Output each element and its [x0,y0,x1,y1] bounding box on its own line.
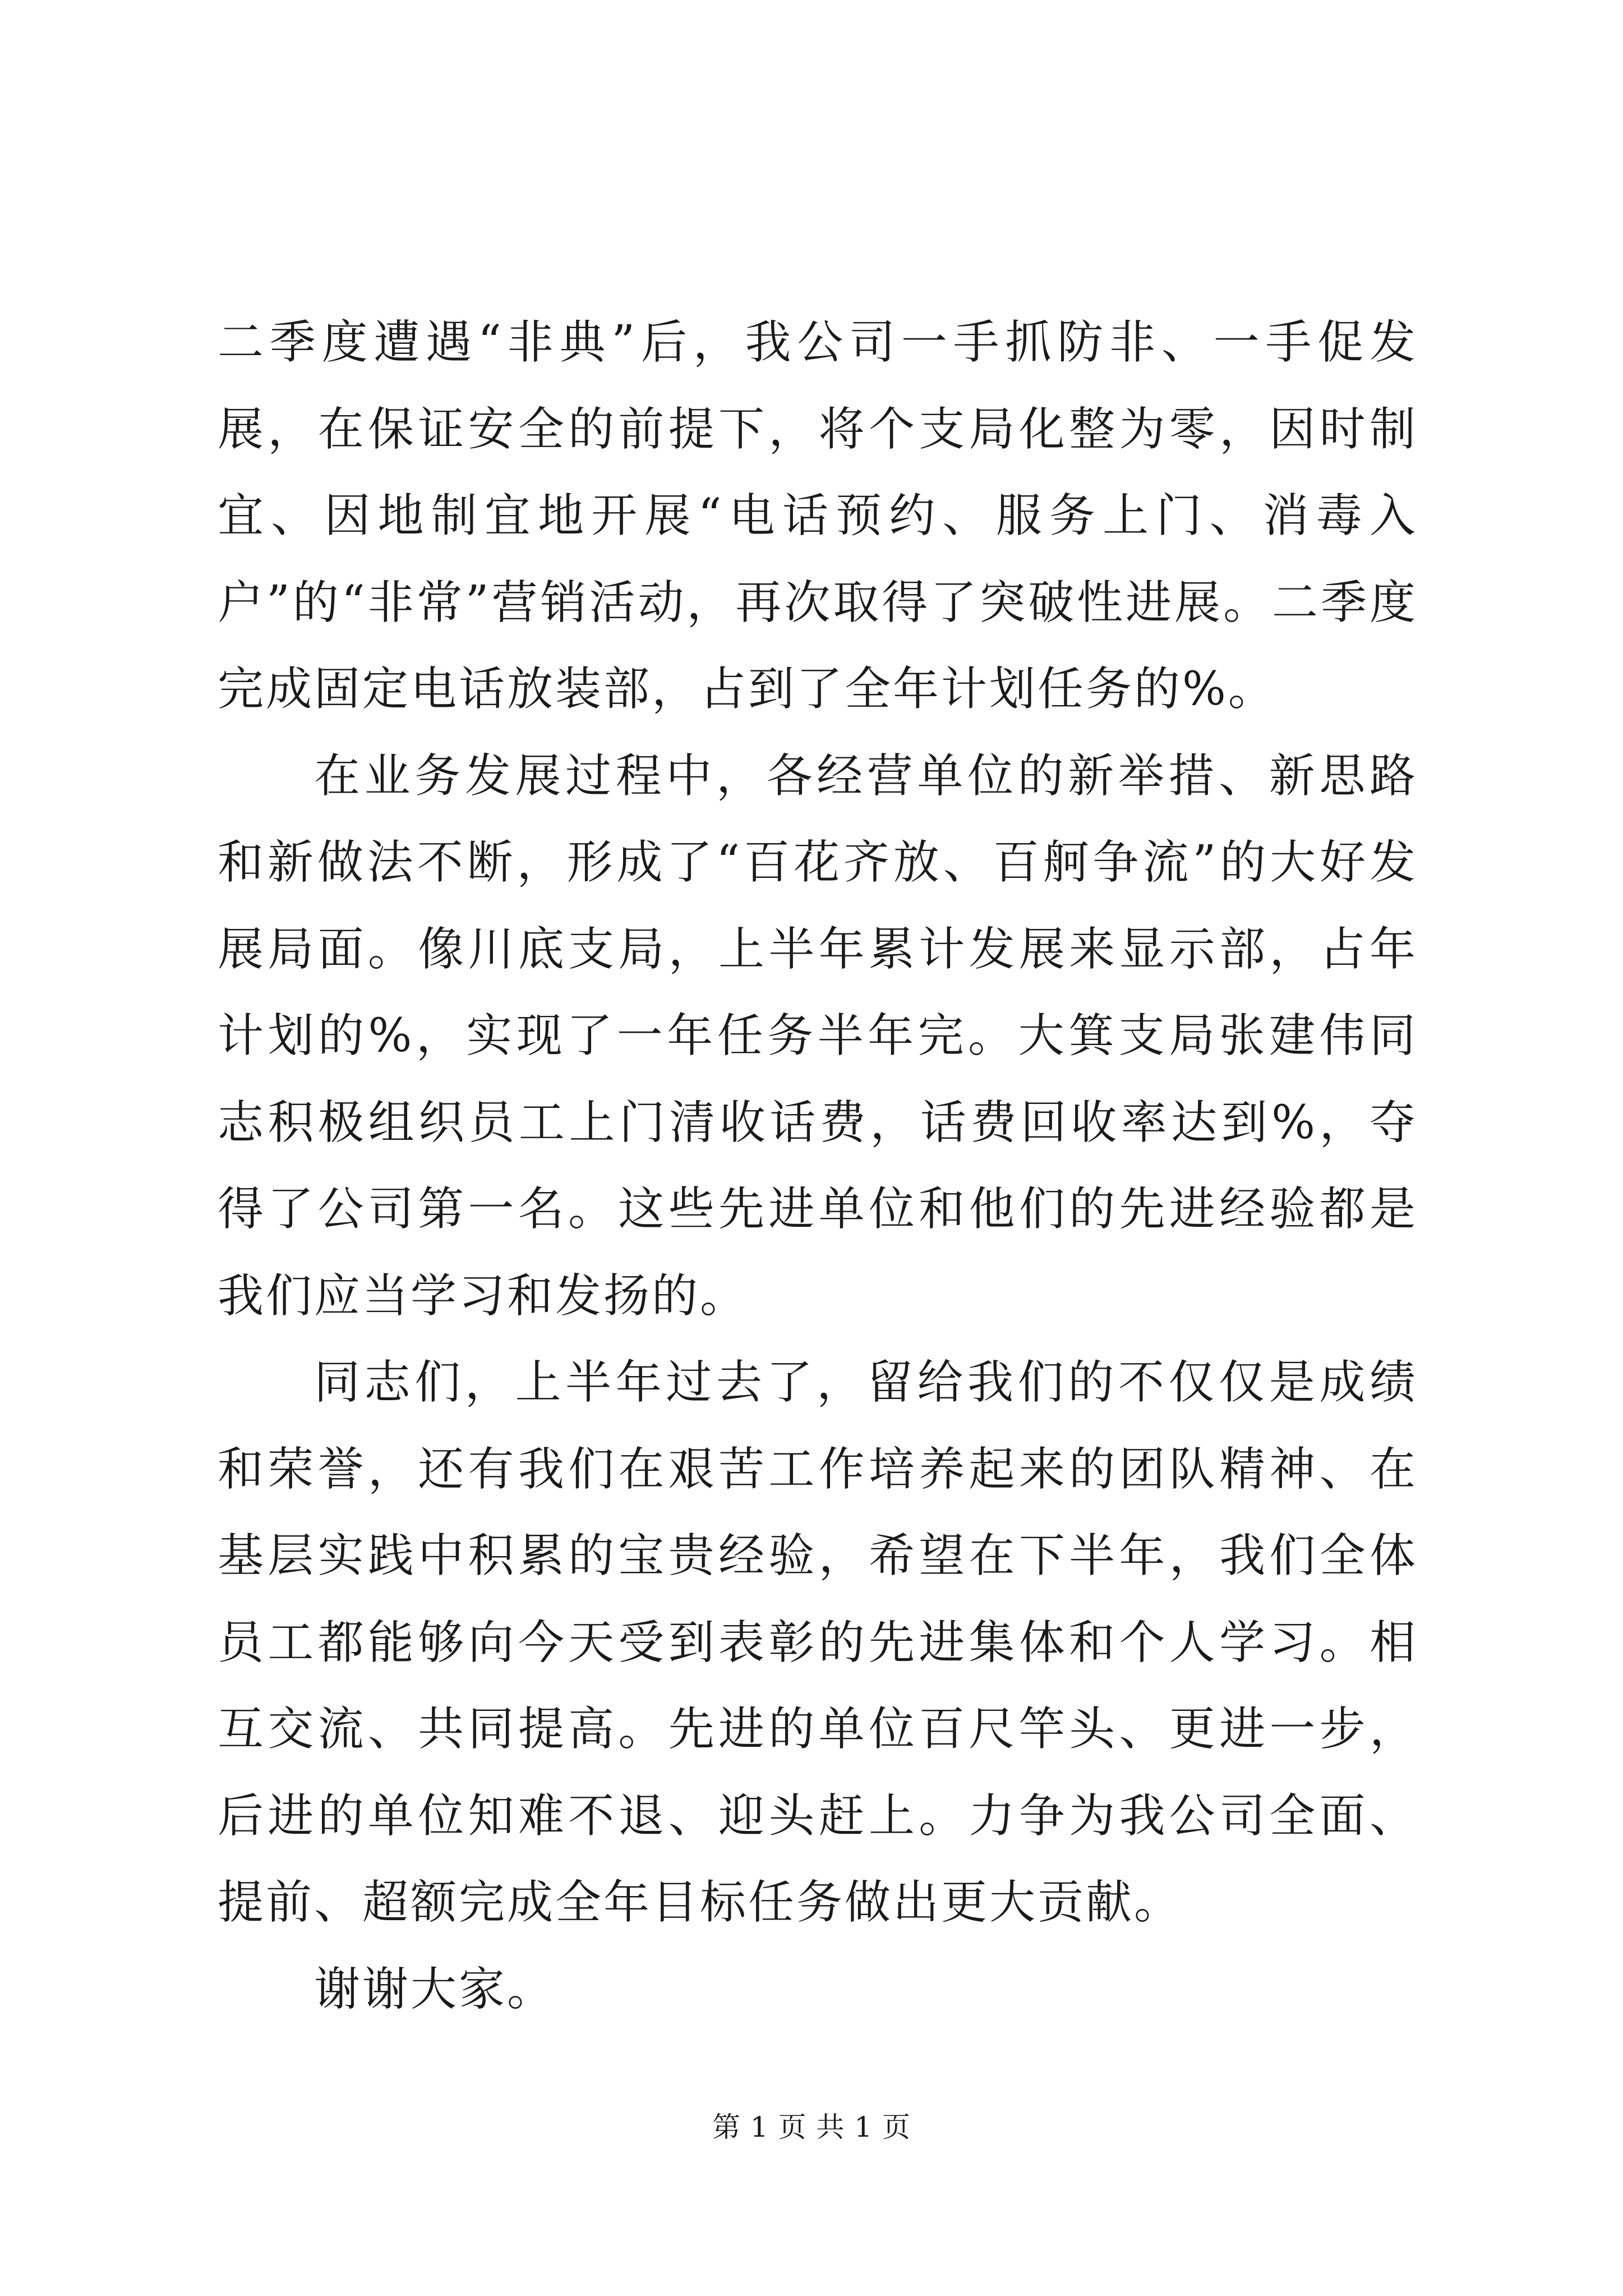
document-body [218,300,1418,2033]
paragraph-2: 在业务发展过程中，各经营单位的新举措、新思路和新做法不断，形成了“百花齐放、百舸争流”的大好发展局面。像川底支局，上半年累计发展来显示部，占年计划的%，实现了一年任务半年完。大箕支局张建伟同志积极组织员工上门清收话费，话费回收率达到%，夺得了公司第一名。这些先进单位和他们的先进经验都是我们应当学习和发扬的。 [218,749,1418,1323]
paragraph-3: 同志们，上半年过去了，留给我们的不仅仅是成绩和荣誉，还有我们在艰苦工作培养起来的团队精神、在基层实践中积累的宝贵经验，希望在下半年，我们全体员工都能够向今天受到表彰的先进集体和个人学习。相互交流、共同提高。先进的单位百尺竿头、更进一步，后进的单位知难不退、迎头赶上。力争为我公司全面、提前、超额完成全年目标任务做出更大贡献。 [218,1356,1418,1929]
paragraph-1: 二季度遭遇“非典”后，我公司一手抓防非、一手促发展，在保证安全的前提下，将个支局化整为零，因时制宜、因地制宜地开展“电话预约、服务上门、消毒入户”的“非常”营销活动，再次取得了突破性进展。二季度完成固定电话放装部，占到了全年计划任务的%。 [218,316,1418,716]
paragraph-4: 谢谢大家。 [314,1962,556,2016]
page-footer: 第 1 页 共 1 页 [712,2111,911,2143]
